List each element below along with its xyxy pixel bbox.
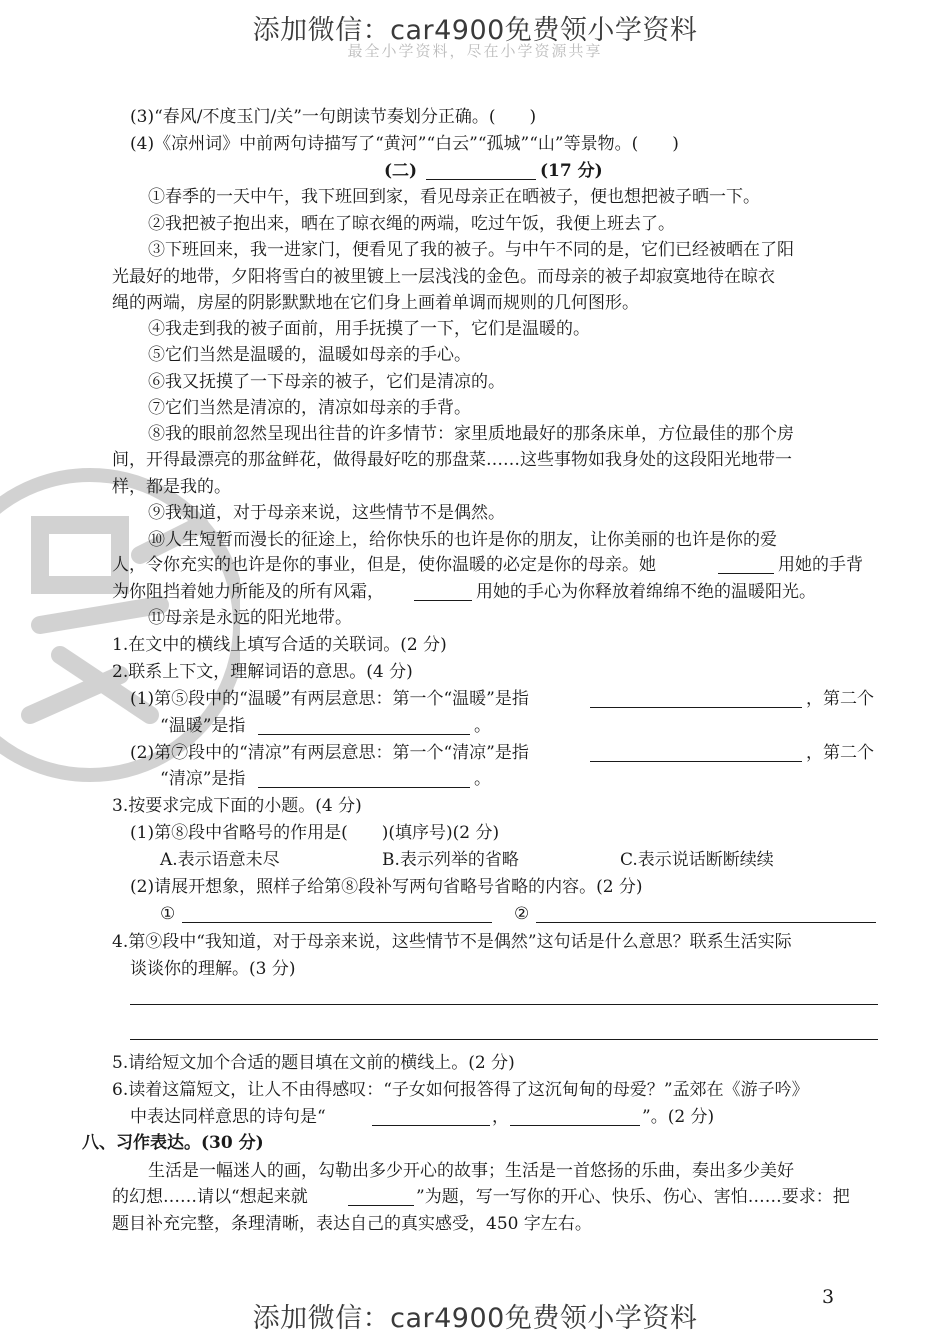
question-4-line-2: 谈谈你的理解。(3 分)	[130, 959, 296, 979]
poem-blank-2[interactable]	[510, 1108, 640, 1126]
question-2-1-end: 。	[474, 716, 491, 736]
question-3-2: (2)请展开想象，照样子给第⑧段补写两句省略号省略的内容。(2 分)	[130, 877, 643, 897]
question-6-line-1: 6.读着这篇短文，让人不由得感叹：“子女如何报答得了这沉甸甸的母爱？”孟郊在《游子吟》	[112, 1080, 809, 1100]
paragraph-10-line-3a: 为你阻挡着她力所能及的所有风霜，	[112, 582, 384, 602]
answer-blank-2-2a[interactable]	[590, 744, 802, 762]
paragraph-10-line-2a: 人，令你充实的也许是你的事业，但是，使你温暖的必定是你的母亲。她	[112, 555, 656, 575]
question-6-line-2: 中表达同样意思的诗句是“	[130, 1107, 326, 1127]
writing-prompt-line-2b: ”为题，写一写你的开心、快乐、伤心、害怕……要求：把	[416, 1187, 850, 1207]
essay-title-blank[interactable]	[348, 1188, 414, 1206]
paragraph-10-line-2b: 用她的手背	[778, 555, 863, 575]
question-4-line-1: 4.第⑨段中“我知道，对于母亲来说，这些情节不是偶然”这句话是什么意思？联系生活实际	[112, 932, 792, 952]
question-2-2-tail: ，第二个	[806, 743, 874, 763]
paragraph-2: ②我把被子抱出来，晒在了晾衣绳的两端，吃过午饭，我便上班去了。	[148, 214, 675, 234]
prior-question-3: (3)“春风/不度玉门/关”一句朗读节奏划分正确。( )	[130, 107, 537, 127]
paragraph-6: ⑥我又抚摸了一下母亲的被子，它们是清凉的。	[148, 372, 505, 392]
question-1: 1.在文中的横线上填写合适的关联词。(2 分)	[112, 635, 447, 655]
answer-marker-2: ②	[514, 904, 530, 924]
watermark-bottom: 添加微信：car4900免费领小学资料	[252, 1303, 698, 1334]
watermark-subtitle: 最全小学资料，尽在小学资源共享	[347, 42, 603, 60]
paragraph-3-line-3: 绳的两端，房屋的阴影默默地在它们身上画着单调而规则的几何图形。	[112, 293, 639, 313]
page-number: 3	[822, 1286, 835, 1308]
writing-prompt-line-3: 题目补充完整，条理清晰，表达自己的真实感受，450 字左右。	[112, 1214, 592, 1234]
question-2-2-end: 。	[474, 769, 491, 789]
answer-blank-2-1b[interactable]	[258, 717, 470, 735]
section-8-title: 八、习作表达。(30 分)	[82, 1133, 264, 1153]
question-2-1: (1)第⑤段中的“温暖”有两层意思：第一个“温暖”是指	[130, 689, 529, 709]
option-a[interactable]: A.表示语意未尽	[160, 850, 280, 870]
answer-line-4-2[interactable]	[130, 1039, 878, 1040]
ellipsis-answer-blank-2[interactable]	[536, 905, 876, 923]
paragraph-1: ①春季的一天中午，我下班回到家，看见母亲正在晒被子，便也想把被子晒一下。	[148, 187, 760, 207]
paragraph-11: ⑪母亲是永远的阳光地带。	[148, 608, 352, 628]
conjunction-blank-2[interactable]	[414, 583, 472, 601]
section-number: (二)	[384, 161, 418, 181]
paragraph-3-line-2: 光最好的地带，夕阳将雪白的被里镀上一层浅浅的金色。而母亲的被子却寂寞地待在晾衣	[112, 267, 775, 287]
question-6-tail: ”。(2 分)	[642, 1107, 715, 1127]
paragraph-10-line-3b: 用她的手心为你释放着绵绵不绝的温暖阳光。	[476, 582, 816, 602]
answer-blank-2-1a[interactable]	[590, 690, 802, 708]
writing-prompt-line-2a: 的幻想……请以“想起来就	[112, 1187, 308, 1207]
paragraph-8-line-1: ⑧我的眼前忽然呈现出往昔的许多情节：家里质地最好的那条床单，方位最佳的那个房	[148, 424, 794, 444]
question-3-1: (1)第⑧段中省略号的作用是( )(填序号)(2 分)	[130, 823, 500, 843]
question-2-1-second: “温暖”是指	[160, 716, 246, 736]
option-b[interactable]: B.表示列举的省略	[382, 850, 519, 870]
question-2-1-tail: ，第二个	[806, 689, 874, 709]
conjunction-blank-1[interactable]	[718, 556, 774, 574]
paragraph-10-line-1: ⑩人生短暂而漫长的征途上，给你快乐的也许是你的朋友，让你美丽的也许是你的爱	[148, 530, 777, 550]
paragraph-4: ④我走到我的被子面前，用手抚摸了一下，它们是温暖的。	[148, 319, 590, 339]
prior-question-4: (4)《凉州词》中前两句诗描写了“黄河”“白云”“孤城”“山”等景物。( )	[130, 134, 679, 154]
paragraph-5: ⑤它们当然是温暖的，温暖如母亲的手心。	[148, 345, 471, 365]
question-5: 5.请给短文加个合适的题目填在文前的横线上。(2 分)	[112, 1053, 515, 1073]
poem-blank-1[interactable]	[372, 1108, 490, 1126]
paragraph-7: ⑦它们当然是清凉的，清凉如母亲的手背。	[148, 398, 471, 418]
answer-line-4-1[interactable]	[130, 1004, 878, 1005]
paragraph-8-line-3: 样，都是我的。	[112, 477, 231, 497]
paragraph-3-line-1: ③下班回来，我一进家门，便看见了我的被子。与中午不同的是，它们已经被晒在了阳	[148, 240, 794, 260]
paragraph-8-line-2: 间，开得最漂亮的那盆鲜花，做得最好吃的那盘菜……这些事物如我身处的这段阳光地带一	[112, 450, 792, 470]
question-2: 2.联系上下文，理解词语的意思。(4 分)	[112, 662, 413, 682]
title-blank[interactable]	[426, 162, 536, 180]
question-6-comma: ，	[492, 1107, 509, 1127]
section-score: (17 分)	[540, 161, 603, 181]
writing-prompt-line-1: 生活是一幅迷人的画，勾勒出多少开心的故事；生活是一首悠扬的乐曲，奏出多少美好	[148, 1161, 794, 1181]
paragraph-9: ⑨我知道，对于母亲来说，这些情节不是偶然。	[148, 503, 505, 523]
answer-marker-1: ①	[160, 904, 176, 924]
question-3: 3.按要求完成下面的小题。(4 分)	[112, 796, 362, 816]
option-c[interactable]: C.表示说话断断续续	[620, 850, 774, 870]
question-2-2-second: “清凉”是指	[160, 769, 246, 789]
ellipsis-answer-blank-1[interactable]	[182, 905, 492, 923]
question-2-2: (2)第⑦段中的“清凉”有两层意思：第一个“清凉”是指	[130, 743, 529, 763]
watermark-top: 添加微信：car4900免费领小学资料	[252, 15, 698, 46]
answer-blank-2-2b[interactable]	[258, 770, 470, 788]
